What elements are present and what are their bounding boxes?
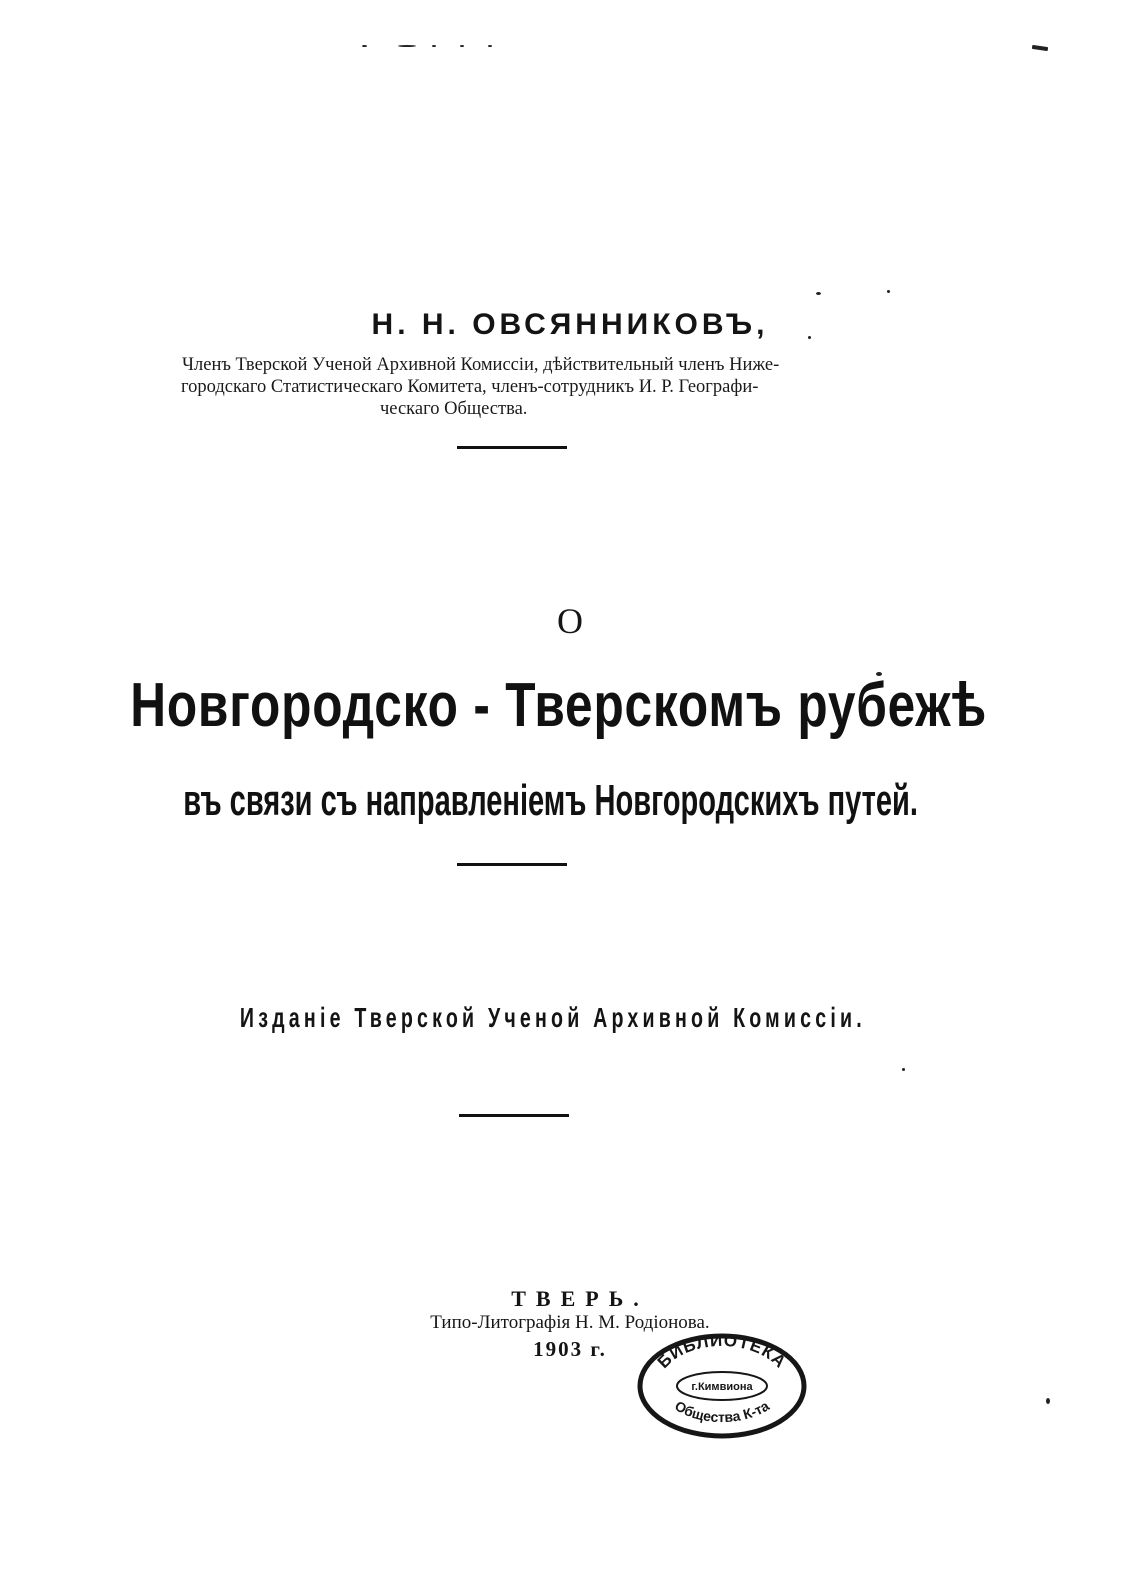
scan-speck xyxy=(362,45,367,47)
scan-mark xyxy=(1032,45,1048,51)
book-subtitle: въ связи съ направленіемъ Новгородскихъ путей. xyxy=(183,776,918,825)
scan-speck xyxy=(902,1068,905,1071)
stamp-top-text: БИБЛИОТЕКА xyxy=(653,1332,791,1372)
affiliation-line: городскаго Статистическаго Комитета, членъ-сотрудникъ И. Р. Географи- xyxy=(181,377,759,397)
divider-rule xyxy=(459,1114,569,1117)
author-name: Н. Н. ОВСЯННИКОВЪ, xyxy=(371,308,769,341)
scan-speck xyxy=(887,290,890,293)
stamp-bottom-text: Общества К-та xyxy=(672,1397,772,1426)
scan-speck xyxy=(488,45,492,47)
imprint-year: 1903 г. xyxy=(533,1337,607,1361)
svg-text:Общества К-та xyxy=(672,1397,772,1425)
edition-statement: Изданіе Тверской Ученой Архивной Комиссіи. xyxy=(239,1002,866,1033)
imprint-printer: Типо-Литографія Н. М. Родіонова. xyxy=(430,1312,710,1333)
divider-rule xyxy=(457,863,567,866)
book-title: Новгородско - Тверскомъ рубежѣ xyxy=(130,671,987,740)
library-stamp xyxy=(636,1332,808,1440)
svg-text:БИБЛИОТЕКА xyxy=(654,1332,790,1372)
affiliation-line: Членъ Тверской Ученой Архивной Комиссіи, дѣйствительный членъ Ниже- xyxy=(182,355,780,375)
author-affiliation xyxy=(176,354,866,420)
scan-speck xyxy=(460,45,464,47)
title-preposition: О xyxy=(557,601,583,641)
scan-speck xyxy=(432,45,436,47)
stamp-middle-text: г.Кимвиона xyxy=(691,1381,753,1393)
affiliation-line: ческаго Общества. xyxy=(380,399,528,419)
scan-speck xyxy=(1046,1398,1050,1404)
divider-rule xyxy=(457,446,567,449)
scan-speck xyxy=(398,45,416,47)
scan-speck xyxy=(816,292,821,295)
imprint-city: ТВЕРЬ. xyxy=(511,1286,649,1311)
